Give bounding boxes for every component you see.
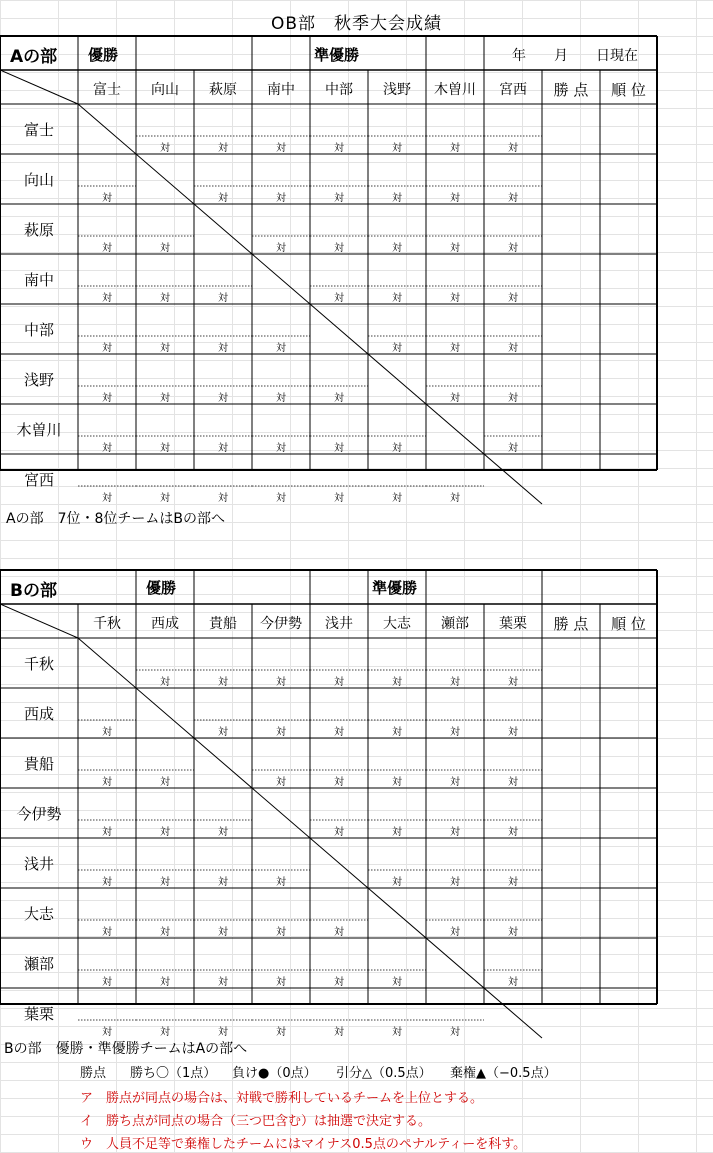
section_b-vs-mark-r6-c3: 対 <box>276 977 286 988</box>
section-b-runnerup-label: 準優勝 <box>372 579 418 597</box>
section_a-row-team-6: 木曽川 <box>16 421 62 439</box>
section_b-col-team-1: 西成 <box>151 616 179 632</box>
section_b-vs-mark-r4-c1: 対 <box>160 877 170 888</box>
section_a-vs-mark-r4-c1: 対 <box>160 343 170 354</box>
section_a-vs-mark-r4-c0: 対 <box>102 343 112 354</box>
section_a-vs-mark-r6-c4: 対 <box>334 443 344 454</box>
section_a-vs-mark-r5-c7: 対 <box>508 393 518 404</box>
section_a-vs-mark-r1-c3: 対 <box>276 193 286 204</box>
section_b-vs-mark-r4-c3: 対 <box>276 877 286 888</box>
section_a-vs-mark-r1-c5: 対 <box>392 193 402 204</box>
section_a-vs-mark-r1-c7: 対 <box>508 193 518 204</box>
section_b-vs-mark-r0-c7: 対 <box>508 677 518 688</box>
section_b-vs-mark-r5-c1: 対 <box>160 927 170 938</box>
section_b-vs-mark-r7-c2: 対 <box>218 1027 228 1038</box>
section_a-vs-mark-r2-c4: 対 <box>334 243 344 254</box>
section_a-vs-mark-r5-c3: 対 <box>276 393 286 404</box>
section_a-vs-mark-r0-c5: 対 <box>392 143 402 154</box>
section_a-vs-mark-r3-c6: 対 <box>450 293 460 304</box>
section_b-col-team-3: 今伊勢 <box>260 616 302 632</box>
section_a-vs-mark-r3-c2: 対 <box>218 293 228 304</box>
section_a-col-team-0: 富士 <box>93 82 121 98</box>
section_a-vs-mark-r5-c1: 対 <box>160 393 170 404</box>
section_a-vs-mark-r5-c0: 対 <box>102 393 112 404</box>
section_b-vs-mark-r7-c0: 対 <box>102 1027 112 1038</box>
section_a-vs-mark-r3-c4: 対 <box>334 293 344 304</box>
section_a-vs-mark-r7-c4: 対 <box>334 493 344 504</box>
section_b-row-team-6: 瀬部 <box>23 955 54 973</box>
section_b-vs-mark-r3-c1: 対 <box>160 827 170 838</box>
section_a-col-team-4: 中部 <box>325 82 353 98</box>
section_a-col-team-6: 木曽川 <box>434 82 476 98</box>
section-b-note: Bの部 優勝・準優勝チームはAの部へ <box>4 1041 248 1057</box>
legend-lose: 負け●（0点） <box>232 1066 317 1081</box>
section_a-vs-mark-r0-c2: 対 <box>218 143 228 154</box>
section_b-vs-mark-r3-c4: 対 <box>334 827 344 838</box>
section_a-vs-mark-r3-c1: 対 <box>160 293 170 304</box>
section_b-vs-mark-r4-c0: 対 <box>102 877 112 888</box>
section_a-vs-mark-r2-c6: 対 <box>450 243 460 254</box>
section_a-vs-mark-r0-c4: 対 <box>334 143 344 154</box>
section_b-vs-mark-r7-c5: 対 <box>392 1027 402 1038</box>
section_b-vs-mark-r6-c1: 対 <box>160 977 170 988</box>
section_b-col-team-6: 瀬部 <box>441 616 469 632</box>
section_b-row-team-2: 貴船 <box>23 755 54 773</box>
section_a-vs-mark-r1-c2: 対 <box>218 193 228 204</box>
section_a-vs-mark-r4-c5: 対 <box>392 343 402 354</box>
section_a-vs-mark-r2-c5: 対 <box>392 243 402 254</box>
section_a-row-team-3: 南中 <box>23 271 54 289</box>
section_b-row-team-1: 西成 <box>23 705 54 723</box>
section_b-vs-mark-r4-c2: 対 <box>218 877 228 888</box>
section-a-winner-label: 優勝 <box>88 46 119 64</box>
section_a-row-team-5: 浅野 <box>23 371 54 389</box>
section_b-vs-mark-r0-c4: 対 <box>334 677 344 688</box>
section_a-points-header: 勝 点 <box>553 81 589 99</box>
section_a-vs-mark-r2-c7: 対 <box>508 243 518 254</box>
section_a-vs-mark-r2-c1: 対 <box>160 243 170 254</box>
section_b-col-team-4: 浅井 <box>325 616 353 632</box>
section_a-vs-mark-r0-c6: 対 <box>450 143 460 154</box>
section_b-vs-mark-r1-c5: 対 <box>392 727 402 738</box>
section_b-vs-mark-r7-c1: 対 <box>160 1027 170 1038</box>
section_b-vs-mark-r2-c1: 対 <box>160 777 170 788</box>
section_b-col-team-2: 貴船 <box>209 616 237 632</box>
grid-line <box>0 70 78 104</box>
rule-u: ウ 人員不足等で棄権したチームにはマイナス0.5点のペナルティーを科す。 <box>80 1137 527 1152</box>
section_b-col-team-0: 千秋 <box>93 616 121 632</box>
section_b-vs-mark-r2-c3: 対 <box>276 777 286 788</box>
section-a-label: Aの部 <box>10 47 58 67</box>
section_b-vs-mark-r7-c3: 対 <box>276 1027 286 1038</box>
section_a-vs-mark-r6-c7: 対 <box>508 443 518 454</box>
section-a-note: Aの部 7位・8位チームはBの部へ <box>6 511 225 527</box>
section_b-row-team-4: 浅井 <box>23 855 54 873</box>
section_b-vs-mark-r4-c7: 対 <box>508 877 518 888</box>
section_b-vs-mark-r2-c5: 対 <box>392 777 402 788</box>
section_a-col-team-5: 浅野 <box>383 82 411 98</box>
legend-draw: 引分△（0.5点） <box>336 1066 432 1081</box>
section_a-vs-mark-r0-c1: 対 <box>160 143 170 154</box>
section_b-vs-mark-r3-c6: 対 <box>450 827 460 838</box>
section_b-vs-mark-r7-c6: 対 <box>450 1027 460 1038</box>
section_b-vs-mark-r0-c6: 対 <box>450 677 460 688</box>
section_a-vs-mark-r7-c6: 対 <box>450 493 460 504</box>
grid-line <box>0 604 78 638</box>
section_b-vs-mark-r5-c7: 対 <box>508 927 518 938</box>
section_b-vs-mark-r1-c6: 対 <box>450 727 460 738</box>
section_b-vs-mark-r4-c6: 対 <box>450 877 460 888</box>
section_a-vs-mark-r1-c6: 対 <box>450 193 460 204</box>
section_a-vs-mark-r2-c0: 対 <box>102 243 112 254</box>
section_b-vs-mark-r2-c6: 対 <box>450 777 460 788</box>
section_b-row-team-5: 大志 <box>23 905 54 923</box>
section_b-row-team-7: 葉栗 <box>23 1005 54 1023</box>
section_b-row-team-3: 今伊勢 <box>16 805 62 823</box>
section_a-vs-mark-r4-c6: 対 <box>450 343 460 354</box>
date-line: 年 月 日現在 <box>512 48 638 64</box>
section_b-vs-mark-r6-c4: 対 <box>334 977 344 988</box>
section_b-col-team-5: 大志 <box>383 616 411 632</box>
legend-win: 勝ち〇（1点） <box>130 1066 217 1081</box>
section_b-vs-mark-r3-c2: 対 <box>218 827 228 838</box>
section_b-vs-mark-r0-c5: 対 <box>392 677 402 688</box>
section_a-row-team-4: 中部 <box>23 321 54 339</box>
section_a-vs-mark-r6-c0: 対 <box>102 443 112 454</box>
section_a-vs-mark-r7-c2: 対 <box>218 493 228 504</box>
section_a-vs-mark-r3-c7: 対 <box>508 293 518 304</box>
section_b-vs-mark-r7-c4: 対 <box>334 1027 344 1038</box>
section_b-vs-mark-r1-c2: 対 <box>218 727 228 738</box>
section_a-vs-mark-r3-c0: 対 <box>102 293 112 304</box>
section_a-row-team-7: 宮西 <box>23 471 54 489</box>
section_b-rank-header: 順 位 <box>611 615 646 633</box>
section_b-vs-mark-r5-c6: 対 <box>450 927 460 938</box>
section_a-vs-mark-r5-c4: 対 <box>334 393 344 404</box>
section_a-vs-mark-r6-c1: 対 <box>160 443 170 454</box>
section_b-vs-mark-r0-c3: 対 <box>276 677 286 688</box>
section_a-vs-mark-r7-c3: 対 <box>276 493 286 504</box>
section_b-vs-mark-r5-c3: 対 <box>276 927 286 938</box>
section_b-vs-mark-r2-c0: 対 <box>102 777 112 788</box>
section-b-label: Bの部 <box>10 581 57 601</box>
section_b-vs-mark-r3-c0: 対 <box>102 827 112 838</box>
section_a-vs-mark-r2-c3: 対 <box>276 243 286 254</box>
section_b-vs-mark-r1-c3: 対 <box>276 727 286 738</box>
section_a-vs-mark-r7-c0: 対 <box>102 493 112 504</box>
section_a-vs-mark-r5-c6: 対 <box>450 393 460 404</box>
rule-i: イ 勝ち点が同点の場合（三つ巴含む）は抽選で決定する。 <box>80 1114 432 1129</box>
section_b-vs-mark-r6-c7: 対 <box>508 977 518 988</box>
section_a-vs-mark-r0-c3: 対 <box>276 143 286 154</box>
section_a-row-team-1: 向山 <box>23 171 54 189</box>
section_b-vs-mark-r6-c5: 対 <box>392 977 402 988</box>
section_b-col-team-7: 葉栗 <box>499 616 527 632</box>
section_a-vs-mark-r5-c2: 対 <box>218 393 228 404</box>
section_a-vs-mark-r4-c3: 対 <box>276 343 286 354</box>
page-title: OB部 秋季大会成績 <box>270 14 443 34</box>
section_b-vs-mark-r0-c1: 対 <box>160 677 170 688</box>
section_a-row-team-2: 萩原 <box>23 221 54 239</box>
section_b-vs-mark-r2-c7: 対 <box>508 777 518 788</box>
section-a-runnerup-label: 準優勝 <box>314 46 360 64</box>
rule-a: ア 勝点が同点の場合は、対戦で勝利しているチームを上位とする。 <box>80 1091 484 1106</box>
section_a-vs-mark-r6-c3: 対 <box>276 443 286 454</box>
section_b-vs-mark-r3-c5: 対 <box>392 827 402 838</box>
section_a-vs-mark-r7-c5: 対 <box>392 493 402 504</box>
section_a-rank-header: 順 位 <box>611 81 646 99</box>
section_a-vs-mark-r6-c2: 対 <box>218 443 228 454</box>
section-b-winner-label: 優勝 <box>146 579 177 597</box>
section_a-vs-mark-r1-c0: 対 <box>102 193 112 204</box>
section_b-vs-mark-r6-c0: 対 <box>102 977 112 988</box>
section_b-vs-mark-r0-c2: 対 <box>218 677 228 688</box>
section_b-row-team-0: 千秋 <box>23 655 54 673</box>
section_b-vs-mark-r5-c0: 対 <box>102 927 112 938</box>
section_b-vs-mark-r5-c2: 対 <box>218 927 228 938</box>
section_b-vs-mark-r1-c4: 対 <box>334 727 344 738</box>
section_a-row-team-0: 富士 <box>23 121 54 139</box>
section_b-vs-mark-r4-c5: 対 <box>392 877 402 888</box>
section_b-vs-mark-r6-c2: 対 <box>218 977 228 988</box>
section_b-vs-mark-r1-c7: 対 <box>508 727 518 738</box>
section_a-col-team-3: 南中 <box>267 82 295 98</box>
section_a-col-team-1: 向山 <box>151 82 179 98</box>
section_a-col-team-2: 萩原 <box>209 82 237 98</box>
section_a-vs-mark-r3-c5: 対 <box>392 293 402 304</box>
section_b-points-header: 勝 点 <box>553 615 589 633</box>
section_a-vs-mark-r6-c5: 対 <box>392 443 402 454</box>
section_a-vs-mark-r4-c7: 対 <box>508 343 518 354</box>
section_a-vs-mark-r1-c4: 対 <box>334 193 344 204</box>
legend-forfeit: 棄権▲（−0.5点） <box>450 1066 557 1081</box>
section_b-vs-mark-r3-c7: 対 <box>508 827 518 838</box>
section_b-vs-mark-r2-c4: 対 <box>334 777 344 788</box>
section_a-vs-mark-r7-c1: 対 <box>160 493 170 504</box>
section_a-vs-mark-r4-c2: 対 <box>218 343 228 354</box>
legend-points: 勝点 <box>80 1066 107 1081</box>
section_a-vs-mark-r0-c7: 対 <box>508 143 518 154</box>
section_a-col-team-7: 宮西 <box>499 82 527 98</box>
section_b-vs-mark-r1-c0: 対 <box>102 727 112 738</box>
section_b-vs-mark-r5-c4: 対 <box>334 927 344 938</box>
